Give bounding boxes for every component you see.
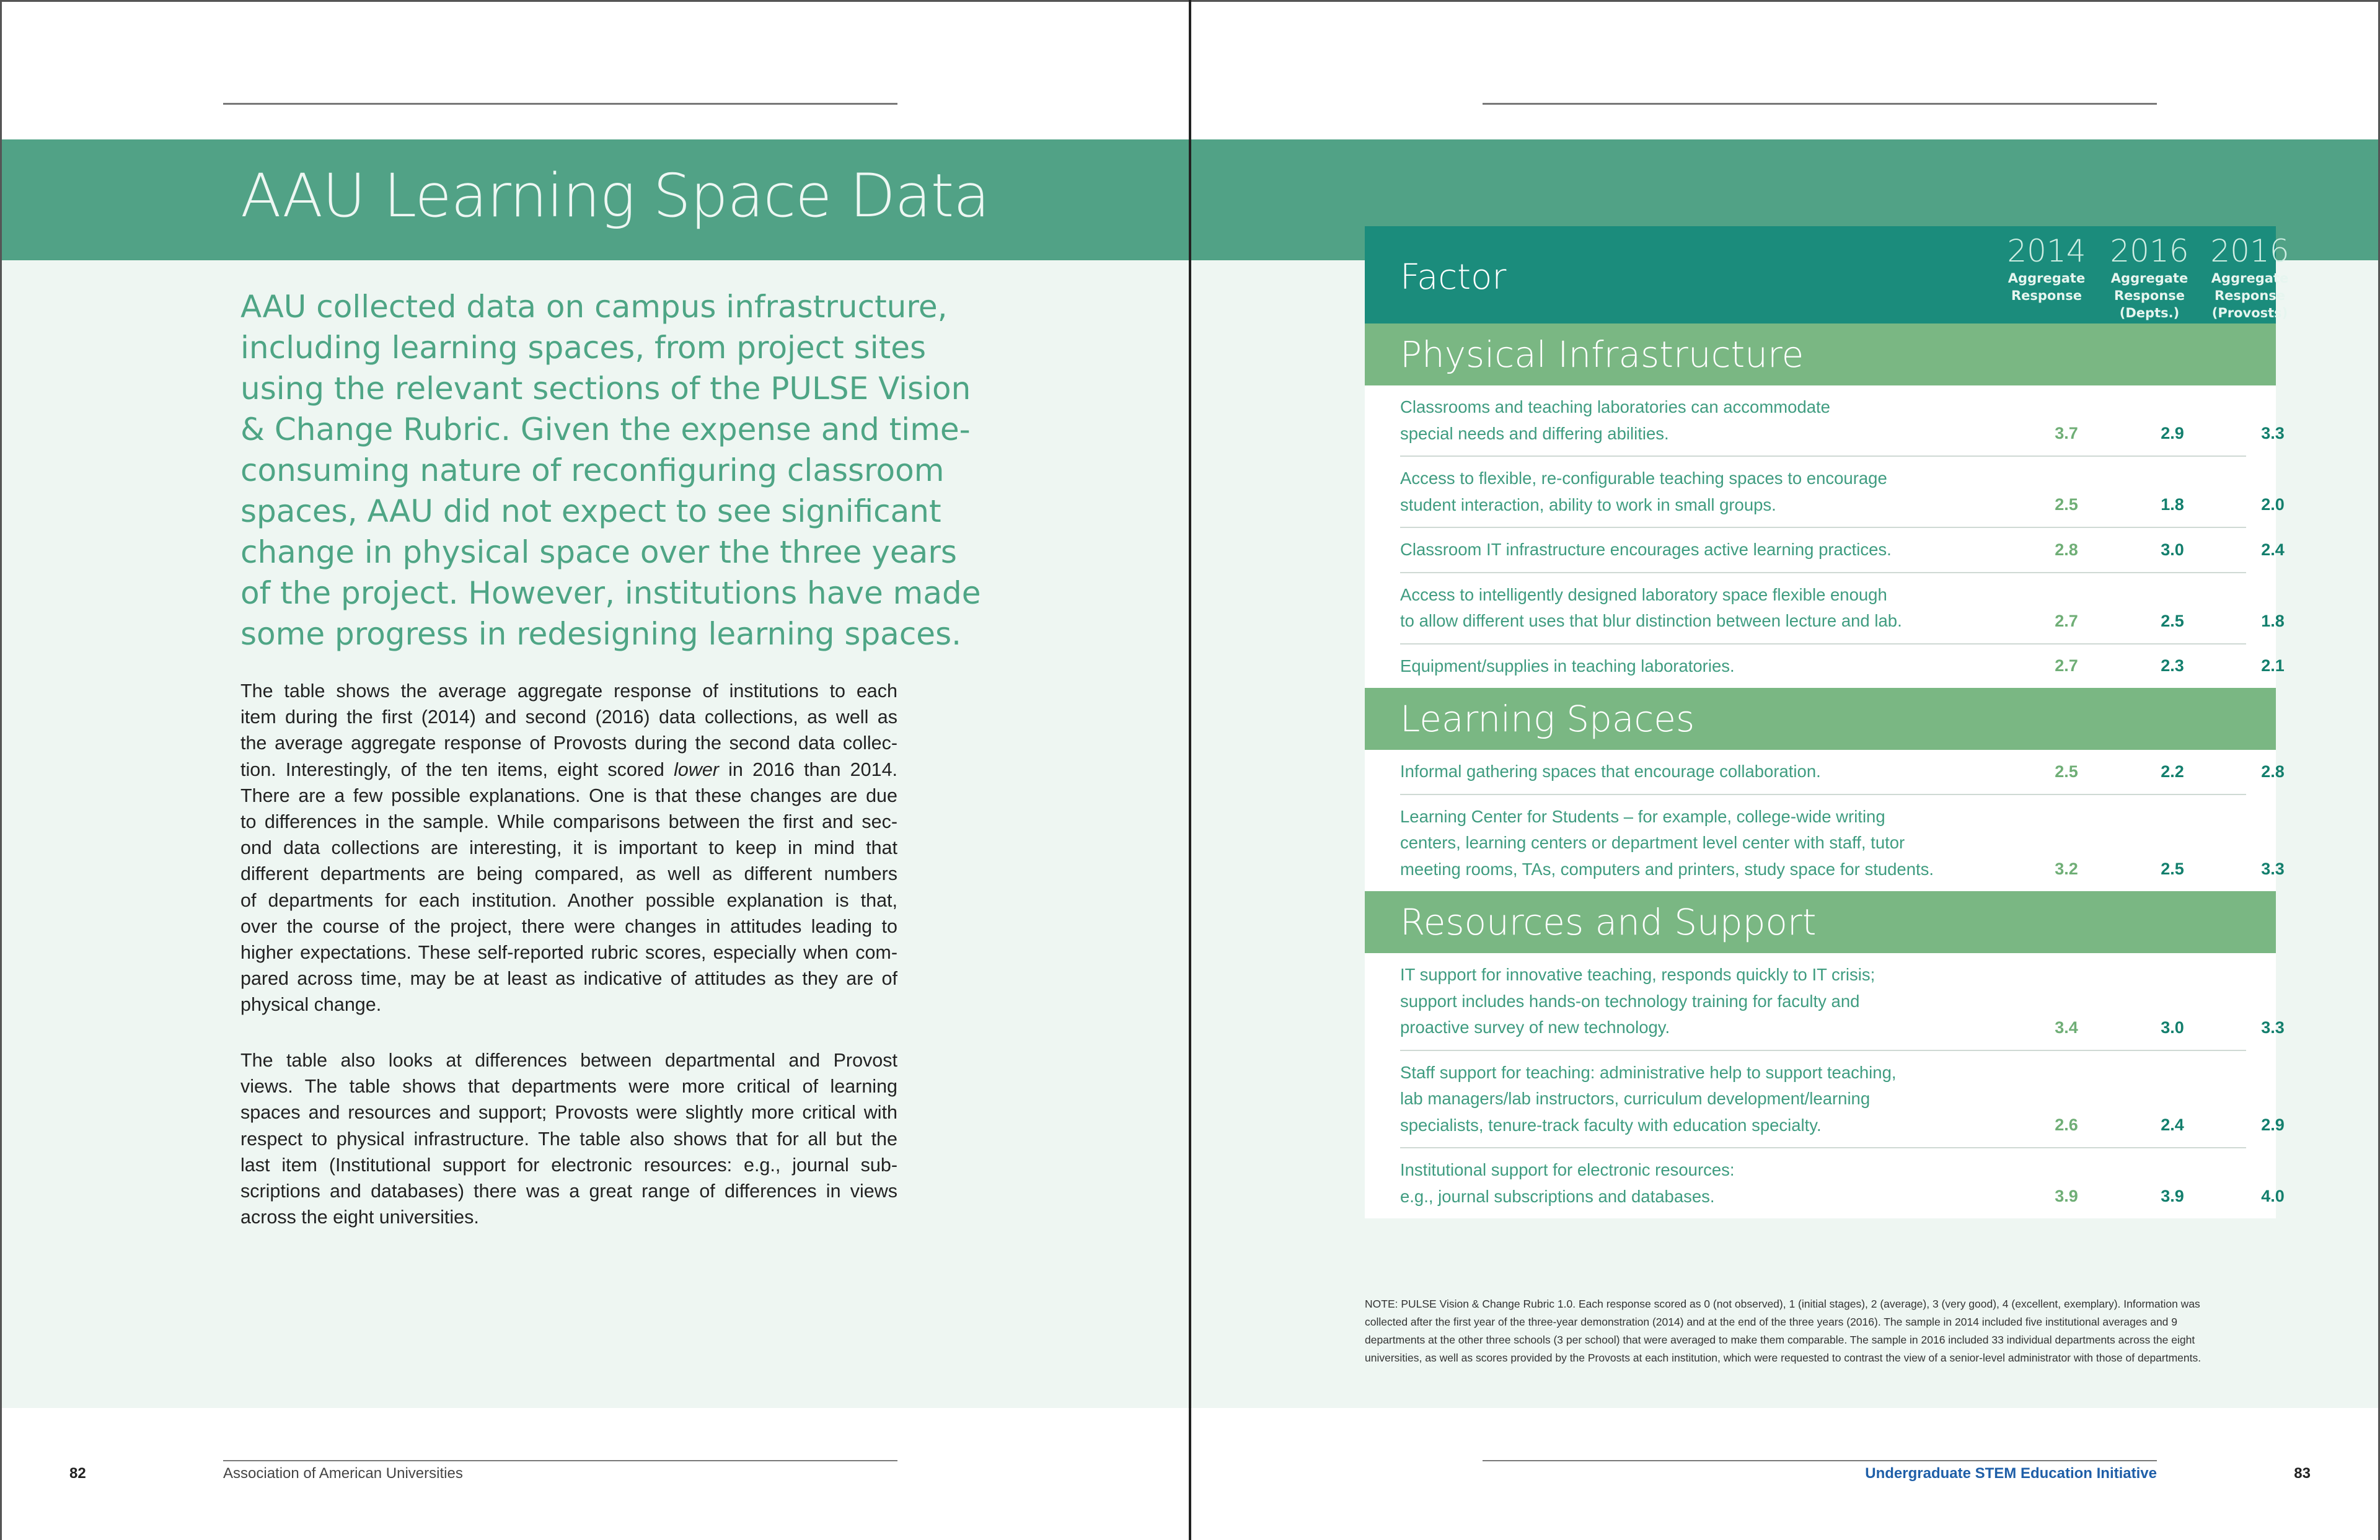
value-2016-depts: 3.0 [2161,1018,2184,1037]
section-title: Physical Infrastructure [1400,333,1804,376]
body-paragraph-1 [240,678,897,1018]
column-sub: Aggregate [2110,271,2188,286]
section-header-resources-and-support [1365,891,2276,953]
intro-line: using the relevant sections of the PULSE Vision [240,371,971,407]
intro-line: spaces, AAU did not expect to see significant [240,493,941,529]
body-line: across the eight universities. [240,1207,479,1228]
body-line: The table shows the average aggregate response of institutions to each [240,680,897,702]
section-header-physical-infrastructure [1365,323,2276,385]
row-text: Access to intelligently designed laboratory space flexible enough [1400,584,1887,604]
intro-line: including learning spaces, from project sites [240,330,927,366]
body-line: ond data collections are interesting, it is important to keep in mind that [240,837,897,859]
body-line: There are a few possible explanations. One is that these changes are due [240,785,897,806]
body-line [240,757,897,783]
body-paragraph-2 [240,1047,897,1230]
row-text: Access to flexible, re-configurable teaching spaces to encourage [1400,469,1887,488]
table-note [1365,1295,2276,1367]
value-2014: 3.2 [2055,860,2078,878]
row-text: support includes hands-on technology training for faculty and [1400,991,1860,1011]
body-line: the average aggregate response of Provosts during the second data collec- [240,733,897,754]
emphasis-lower: lower [674,759,719,780]
value-2016-provosts: 2.4 [2261,540,2285,559]
body-text-span: in 2016 than 2014. [718,759,897,780]
table-row [1400,573,2285,645]
value-2016-provosts: 1.8 [2261,611,2285,630]
body-line: last item (Institutional support for electronic resources: e.g., journal sub- [240,1154,897,1176]
value-2014: 2.7 [2055,611,2078,630]
row-text: proactive survey of new technology. [1400,1018,1670,1037]
note-line: departments at the other three schools (3 per school) that were averaged to make them comparable. The sample in 2016 included 33 individual departments across the eight [1365,1334,2195,1346]
body-line: physical change. [240,994,382,1016]
table-header [1365,226,2290,323]
intro-line: consuming nature of reconfiguring classroom [240,452,945,488]
body-line: over the course of the project, there were changes in attitudes leading to [240,915,897,937]
left-header-rule [223,103,897,105]
row-text: e.g., journal subscriptions and databases. [1400,1186,1715,1206]
table-row [1400,457,2285,528]
section-title: Resources and Support [1400,901,1817,943]
value-2016-provosts: 3.3 [2261,424,2285,442]
row-text: Institutional support for electronic resources: [1400,1160,1735,1179]
row-text: to allow different uses that blur distinction between lecture and lab. [1400,611,1902,630]
body-text-span: tion. Interestingly, of the ten items, eight scored [240,759,674,780]
body-line: respect to physical infrastructure. The table also shows that for all but the [240,1128,897,1150]
table-row [1400,1148,2285,1218]
row-text: Classroom IT infrastructure encourages active learning practices. [1400,540,1892,559]
value-2016-depts: 2.4 [2161,1115,2184,1134]
intro-line: change in physical space over the three years [240,534,957,570]
column-year: 2014 [2007,233,2086,269]
value-2016-depts: 2.5 [2161,611,2184,630]
table-row [1400,1051,2285,1149]
row-text: specialists, tenure-track faculty with education specialty. [1400,1115,1822,1135]
intro-paragraph [240,286,981,654]
note-line: NOTE: PULSE Vision & Change Rubric 1.0. Each response scored as 0 (not observed), 1 (initial stages), 2 (average), 3 (very good), 4 (excellent, exemplary). Information was [1365,1298,2200,1310]
row-text: Informal gathering spaces that encourage collaboration. [1400,762,1821,781]
value-2016-provosts: 2.0 [2261,495,2285,514]
body-line: spaces and resources and support; Provosts were slightly more critical with [240,1102,897,1124]
value-2016-provosts: 2.9 [2261,1115,2285,1134]
value-2016-depts: 2.3 [2161,656,2184,675]
section-header-learning-spaces [1365,688,2276,750]
row-text: IT support for innovative teaching, responds quickly to IT crisis; [1400,965,1875,984]
body-line: The table also looks at differences between departmental and Provost [240,1050,897,1071]
table-row [1400,750,2285,795]
body-line: item during the first (2014) and second (2016) data collections, as well as [240,706,897,728]
value-2014: 2.7 [2055,656,2078,675]
column-sub: Response [2113,288,2185,303]
value-2016-provosts: 4.0 [2261,1187,2285,1205]
book-spine-divider [1189,0,1191,1540]
row-text: student interaction, ability to work in small groups. [1400,495,1776,514]
table-row [1400,528,2285,573]
value-2016-depts: 3.0 [2161,540,2184,559]
left-page-number: 82 [69,1465,86,1482]
table-row [1400,795,2285,892]
column-header-2014 [1997,232,2096,304]
column-header-2016-provosts [2200,232,2299,322]
row-text: Learning Center for Students – for example, college-wide writing [1400,806,1885,826]
value-2014: 3.9 [2055,1187,2078,1205]
body-line: different departments are being compared, as well as different numbers [240,863,897,885]
left-footer-rule [223,1460,897,1461]
intro-line: some progress in redesigning learning spaces. [240,616,962,652]
intro-line: of the project. However, institutions have made [240,575,981,611]
section-title: Learning Spaces [1400,698,1695,740]
value-2016-depts: 2.9 [2161,424,2184,442]
row-text: Equipment/supplies in teaching laboratories. [1400,656,1735,675]
body-line: views. The table shows that departments were more critical of learning [240,1076,897,1098]
value-2016-provosts: 3.3 [2261,1018,2285,1037]
value-2016-depts: 1.8 [2161,495,2184,514]
learning-space-table [1365,226,2290,1218]
body-line: scriptions and databases) there was a great range of differences in views [240,1181,897,1202]
column-year: 2016 [2110,233,2189,269]
row-text: special needs and differing abilities. [1400,423,1669,443]
value-2016-provosts: 3.3 [2261,860,2285,878]
value-2016-depts: 2.2 [2161,762,2184,781]
value-2016-provosts: 2.8 [2261,762,2285,781]
table-row [1400,385,2285,457]
body-line: of departments for each institution. Another possible explanation is that, [240,889,897,911]
column-sub: (Provosts) [2211,306,2288,320]
note-line: collected after the first year of the three-year demonstration (2014) and at the end of the three years (2016). The sample in 2014 included five institutional averages and 9 [1365,1316,2178,1328]
row-text: meeting rooms, TAs, computers and printers, study space for students. [1400,859,1934,879]
value-2014: 2.6 [2055,1115,2078,1134]
row-text: lab managers/lab instructors, curriculum development/learning [1400,1089,1871,1108]
left-running-title: Association of American Universities [223,1465,463,1482]
intro-line: & Change Rubric. Given the expense and time- [240,411,971,447]
column-sub: Response [2011,288,2082,303]
value-2014: 3.4 [2055,1018,2078,1037]
row-text: Classrooms and teaching laboratories can accommodate [1400,397,1830,416]
value-2016-provosts: 2.1 [2261,656,2285,675]
table-row [1400,645,2285,689]
column-sub: Response [2214,288,2286,303]
row-text: Staff support for teaching: administrative help to support teaching, [1400,1062,1897,1082]
value-2016-depts: 3.9 [2161,1187,2184,1205]
body-line: pared across time, may be at least as indicative of attitudes as they are of [240,968,897,990]
value-2014: 2.5 [2055,762,2078,781]
factor-column-header: Factor [1400,257,1507,297]
column-sub: Aggregate [2008,271,2086,286]
page-edge-left [0,0,2,1540]
right-header-rule [1483,103,2157,105]
body-line: to differences in the sample. While comparisons between the first and sec- [240,811,897,833]
page-title: AAU Learning Space Data [240,161,990,231]
right-running-title: Undergraduate STEM Education Initiative [1865,1465,2157,1482]
row-text: centers, learning centers or department level center with staff, tutor [1400,833,1905,852]
value-2016-depts: 2.5 [2161,860,2184,878]
body-line: higher expectations. These self-reported rubric scores, especially when com- [240,942,897,964]
value-2014: 2.8 [2055,540,2078,559]
value-2014: 3.7 [2055,424,2078,442]
intro-line: AAU collected data on campus infrastructure, [240,289,948,325]
column-sub: (Depts.) [2119,306,2180,320]
right-footer-rule [1483,1460,2157,1461]
column-sub: Aggregate [2211,271,2289,286]
right-page-number: 83 [2294,1465,2311,1482]
note-line: universities, as well as scores provided by the Provosts at each institution, which were requested to contrast the view of a senior-level administrator with those of departments. [1365,1352,2202,1364]
value-2014: 2.5 [2055,495,2078,514]
column-header-2016-depts [2100,232,2199,322]
table-row [1400,953,2285,1051]
column-year: 2016 [2210,233,2290,269]
